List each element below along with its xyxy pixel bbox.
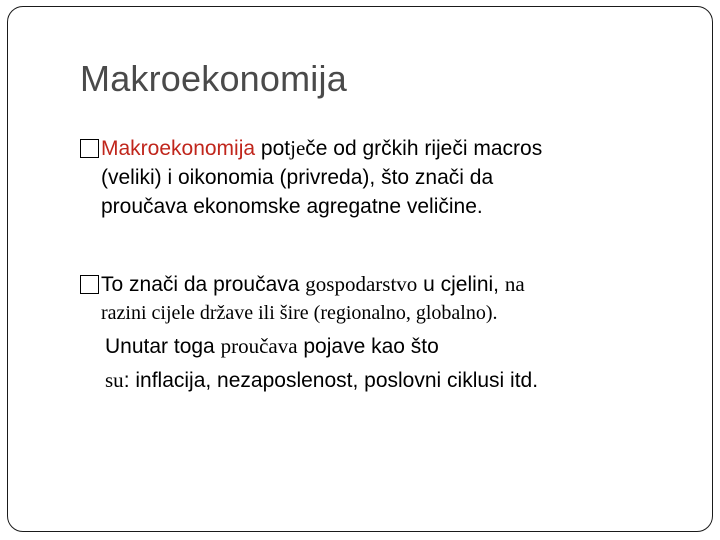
text-fragment: je (290, 136, 306, 160)
text-fragment: gospodarstvo (305, 272, 418, 296)
text-fragment: Unutar toga (105, 335, 221, 358)
text-fragment: To znači da proučava (101, 273, 306, 296)
text-fragment: proučava (220, 334, 298, 358)
text-fragment: : inflacija, nezaposlenost, poslovni ciklusi itd. (123, 369, 539, 392)
paragraph-2-line-1 (80, 270, 538, 299)
highlighted-term: Makroekonomija (101, 137, 256, 160)
text-fragment: na (504, 272, 525, 296)
paragraph-2-line-4 (80, 366, 538, 395)
slide-title: Makroekonomija (80, 58, 347, 99)
text-fragment: su (105, 368, 124, 392)
text-fragment: če od grčkih riječi macros (305, 137, 543, 160)
paragraph-2-line-3 (80, 332, 538, 366)
square-bullet-icon (80, 275, 99, 294)
paragraph-2-line-2: razini cijele države ili šire (regionalno, globalno). (101, 302, 498, 324)
square-bullet-icon (80, 139, 99, 158)
paragraph-2 (80, 270, 538, 395)
text-fragment: u cjelini, (417, 273, 505, 296)
paragraph-1-line-1 (80, 134, 542, 163)
paragraph-1 (80, 134, 542, 221)
paragraph-1-line-3: proučava ekonomske agregatne veličine. (101, 195, 483, 218)
text-fragment: pot (260, 137, 291, 160)
paragraph-1-line-2: (veliki) i oikonomia (privreda), što znači da (101, 166, 494, 189)
text-fragment: pojave kao što (297, 335, 439, 358)
